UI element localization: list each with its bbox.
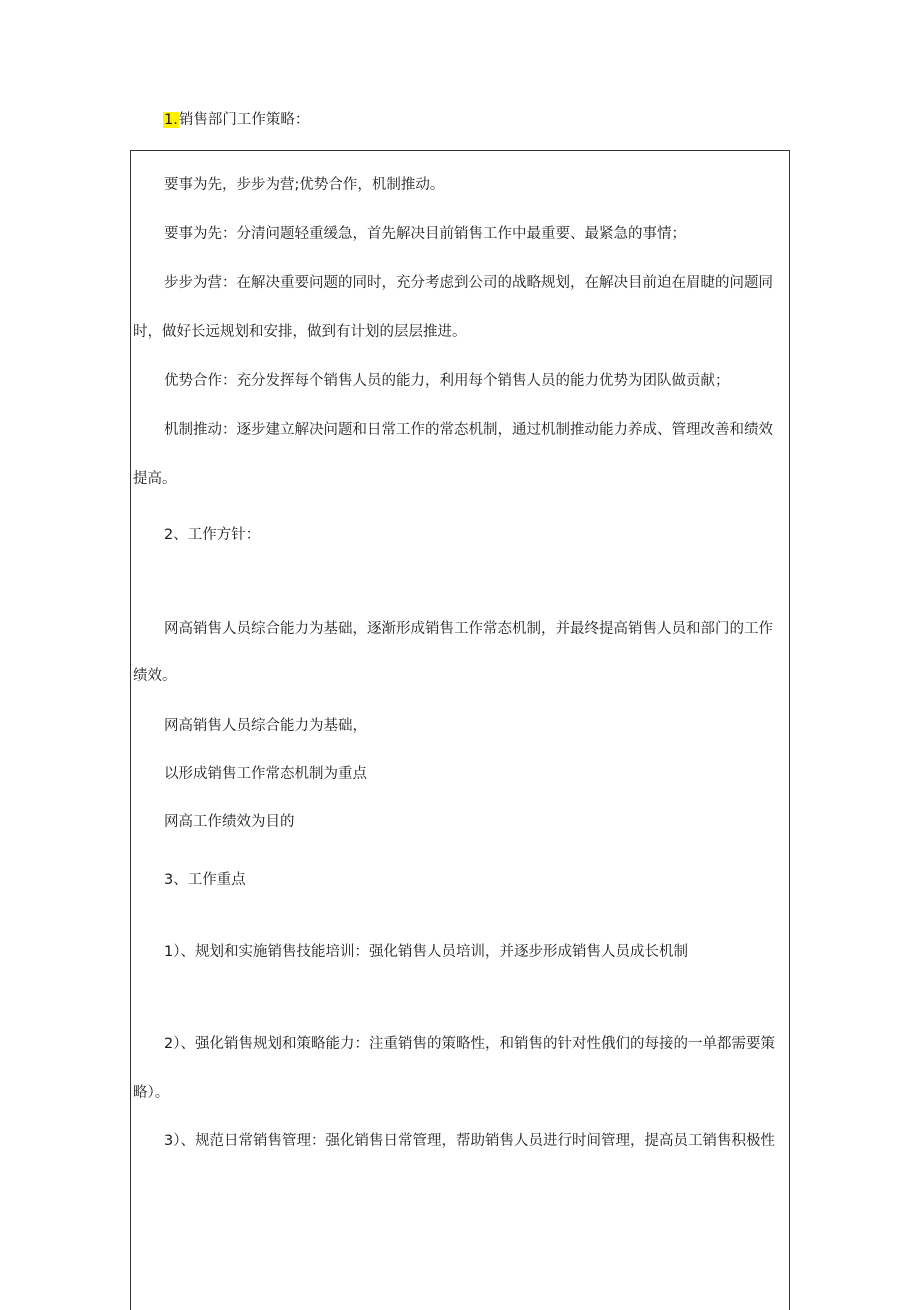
strategy-mechanism-line2: 提高。 — [133, 471, 177, 487]
focus-item-2-line1: 2）、强化销售规划和策略能力：注重销售的策略性，和销售的针对性俄们的每接的一单都需要策 — [164, 1036, 775, 1052]
policy-line2: 绩效。 — [133, 668, 177, 684]
strategy-priority: 要事为先：分清问题轻重缓急，首先解决目前销售工作中最重要、最紧急的事情； — [164, 226, 686, 242]
heading-title: 销售部门工作策略： — [178, 112, 310, 128]
policy-basis: 网高销售人员综合能力为基础， — [164, 718, 367, 734]
policy-goal: 网高工作绩效为目的 — [164, 814, 295, 830]
section-heading — [163, 110, 309, 130]
section-3-title: 3、工作重点 — [164, 872, 246, 888]
policy-line1: 网高销售人员综合能力为基础，逐渐形成销售工作常态机制，并最终提高销售人员和部门的工作 — [164, 621, 773, 637]
focus-item-3: 3）、规范日常销售管理：强化销售日常管理，帮助销售人员进行时间管理，提高员工销售积极性 — [164, 1133, 775, 1149]
strategy-mechanism-line1: 机制推动：逐步建立解决问题和日常工作的常态机制，通过机制推动能力养成、管理改善和绩效 — [164, 422, 773, 438]
focus-item-1: 1）、规划和实施销售技能培训：强化销售人员培训，并逐步形成销售人员成长机制 — [164, 944, 688, 960]
section-2-title: 2、工作方针： — [164, 527, 261, 543]
strategy-summary: 要事为先，步步为营;优势合作，机制推动。 — [164, 177, 445, 193]
strategy-step-line1: 步步为营：在解决重要问题的同时，充分考虑到公司的战略规划，在解决目前迫在眉睫的问题同 — [164, 275, 773, 291]
heading-number: 1. — [164, 112, 178, 128]
focus-item-2-line2: 略）。 — [133, 1085, 170, 1101]
strategy-step-line2: 时，做好长远规划和安排，做到有计划的层层推进。 — [133, 324, 467, 340]
policy-focus: 以形成销售工作常态机制为重点 — [164, 766, 367, 782]
strategy-cooperation: 优势合作：充分发挥每个销售人员的能力，利用每个销售人员的能力优势为团队做贡献； — [164, 373, 730, 389]
